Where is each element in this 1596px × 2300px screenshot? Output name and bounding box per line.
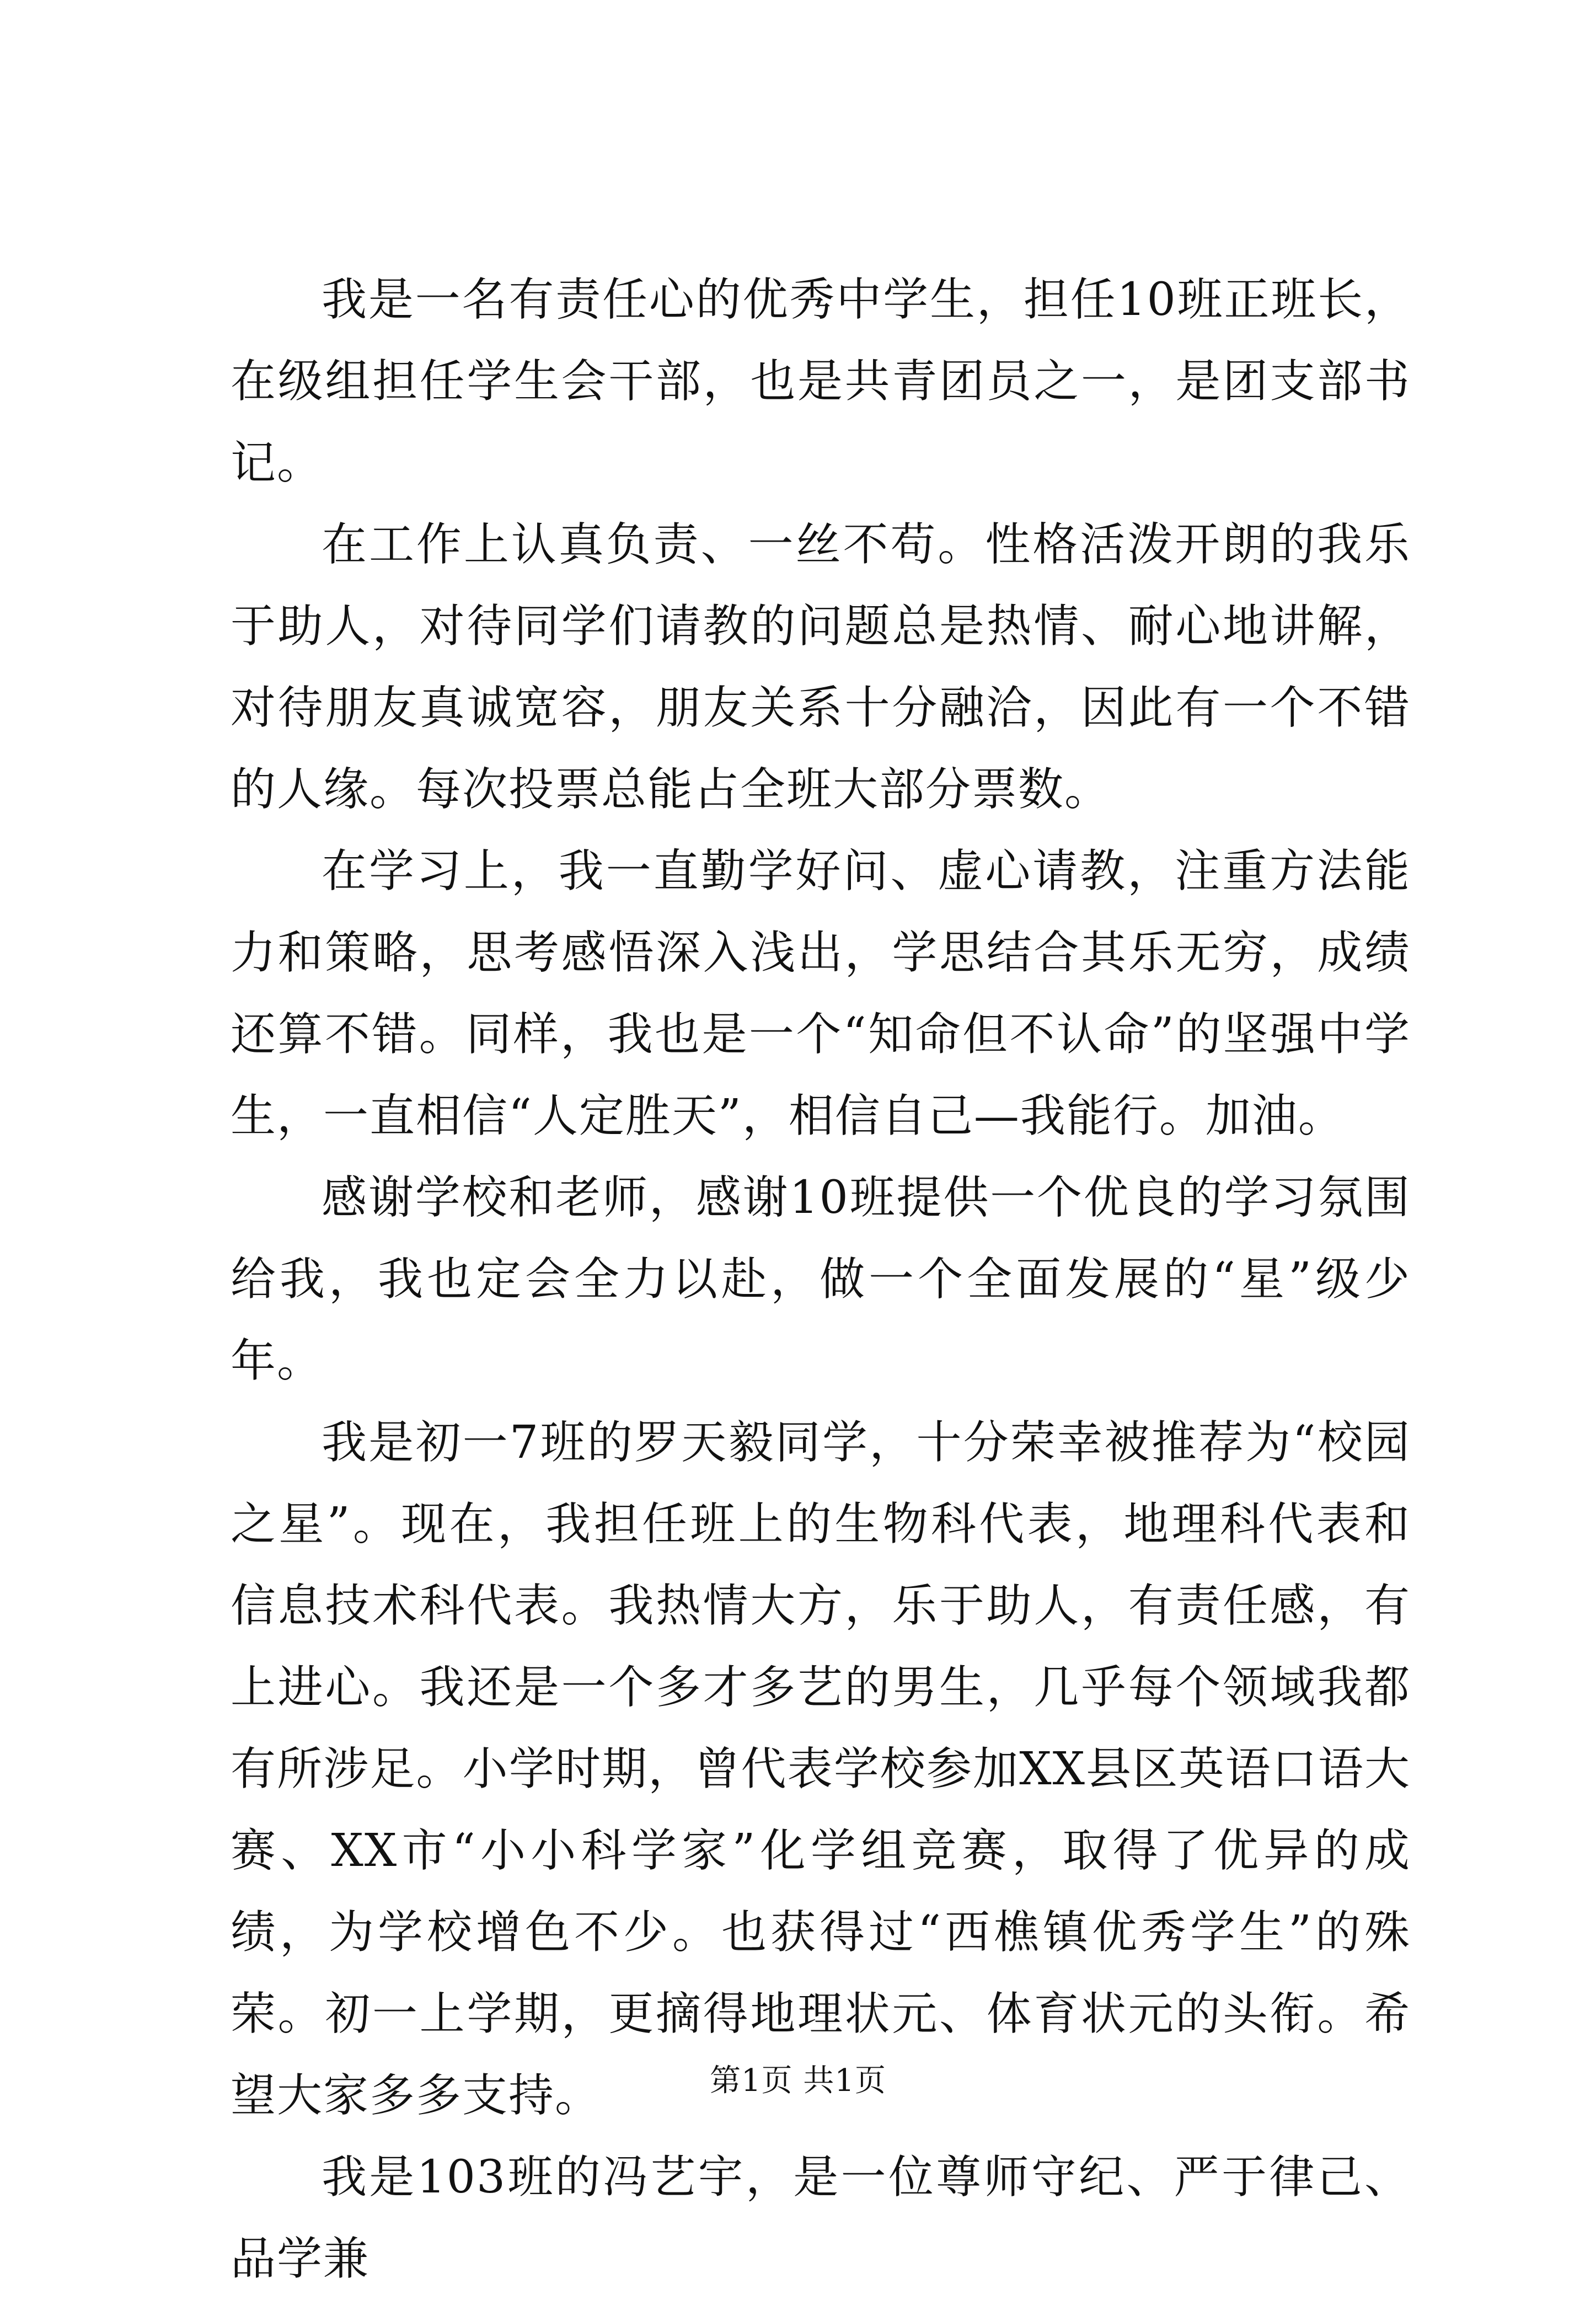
page-footer [0, 2062, 1596, 2100]
document-body [231, 259, 1411, 2300]
page-number-label: 第1页 共1页 [709, 2063, 887, 2099]
paragraph-6: 我是103班的冯艺宇，是一位尊师守纪、严于律己、品学兼 [231, 2151, 1411, 2285]
paragraph-5: 我是初一7班的罗天毅同学，十分荣幸被推荐为“校园之星”。现在，我担任班上的生物科代表，地理科代表和信息技术科代表。我热情大方，乐于助人，有责任感，有上进心。我还是一个多才多艺的男生，几乎每个领域我都有所涉足。小学时期，曾代表学校参加XX县区英语口语大赛、XX市“小小科学家”化学组竞赛，取得了优异的成绩，为学校增色不少。也获得过“西樵镇优秀学生”的殊荣。初一上学期，更摘得地理状元、体育状元的头衔。希望大家多多支持。 [231, 1416, 1411, 2122]
paragraph-3: 在学习上，我一直勤学好问、虚心请教，注重方法能力和策略，思考感悟深入浅出，学思结合其乐无穷，成绩还算不错。同样，我也是一个“知命但不认命”的坚强中学生，一直相信“人定胜天”，相信自己—我能行。加油。 [231, 845, 1411, 1142]
paragraph-1: 我是一名有责任心的优秀中学生，担任10班正班长，在级组担任学生会干部，也是共青团员之一，是团支部书记。 [231, 274, 1411, 489]
paragraph-4: 感谢学校和老师，感谢10班提供一个优良的学习氛围给我，我也定会全力以赴，做一个全面发展的“星”级少年。 [231, 1172, 1411, 1387]
paragraph-2: 在工作上认真负责、一丝不苟。性格活泼开朗的我乐于助人，对待同学们请教的问题总是热情、耐心地讲解，对待朋友真诚宽容，朋友关系十分融洽，因此有一个不错的人缘。每次投票总能占全班大部分票数。 [231, 518, 1411, 816]
